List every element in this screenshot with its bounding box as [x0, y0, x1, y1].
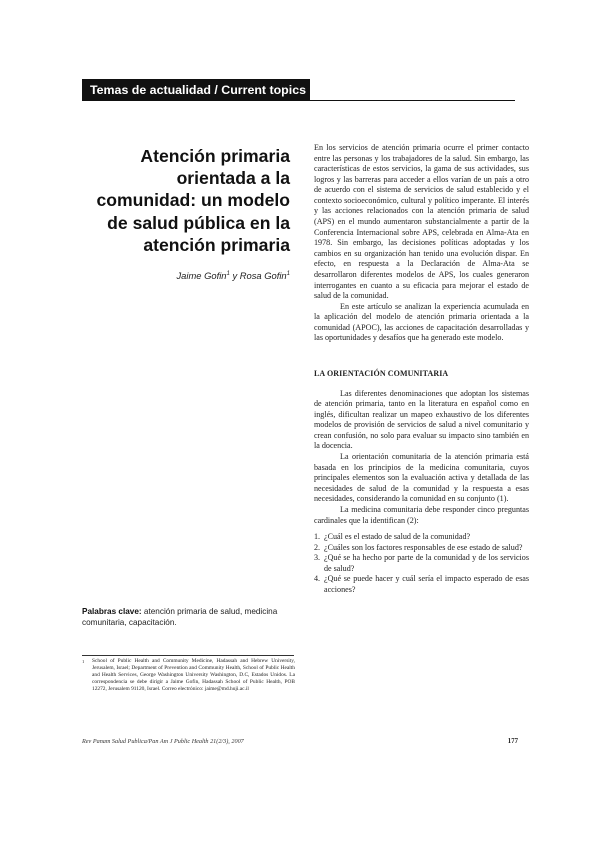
section-heading: LA ORIENTACIÓN COMUNITARIA: [314, 368, 449, 378]
body-column: [314, 143, 529, 596]
keywords-label: Palabras clave:: [82, 607, 142, 616]
footnote-text: School of Public Health and Community Medicine, Hadassah and Hebrew University, Jerusalem, Israel; Department of Prevention and Community Health, School of Public Health and Health Services, George Washington University Washington, D.C, Estados Unidos. La correspondencia se debe dirigir a Jaime Gofin, Hadassah School of Public Health, POB 12272, Jerusalem 91120, Israel. Correo electrónico: jaime@md.huji.ac.il: [92, 658, 295, 693]
list-item: [314, 543, 529, 554]
page-number: 177: [507, 738, 518, 745]
list-item-text: ¿Cuáles son los factores responsables de ese estado de salud?: [324, 542, 523, 552]
body-paragraph: La orientación comunitaria de la atención primaria está basada en los principios de la medicina comunitaria, cuyos principales elementos son la evaluación activa y detallada de las necesidades de salud de la comunidad y la respuesta a esas necesidades, considerando la comunidad en su conjunto (1).: [314, 452, 529, 504]
journal-citation: Rev Panam Salud Publica/Pan Am J Public Health 21(2/3), 2007: [82, 738, 244, 745]
list-item-text: ¿Qué se puede hacer y cuál sería el impacto esperado de esas acciones?: [324, 574, 529, 594]
body-paragraph: La medicina comunitaria debe responder cinco preguntas cardinales que la identifican (2):: [314, 504, 529, 525]
list-item: [314, 574, 529, 595]
authors-line: [82, 270, 290, 281]
list-item: [314, 553, 529, 574]
list-item-text: ¿Qué se ha hecho por parte de la comunidad y de los servicios de salud?: [324, 553, 529, 573]
author-name: Rosa Gofin: [239, 270, 287, 281]
list-item-number: 2.: [314, 542, 321, 552]
list-item: [314, 532, 529, 543]
footnote-rule: [82, 655, 294, 656]
body-paragraph: En los servicios de atención primaria ocurre el primer contacto entre las personas y los trabajadores de la salud. Sin embargo, las características de estos servicios, la gama de sus actividades, sus logros y las barreras para acceder a ellos varían de un país a otro de acuerdo con el sistema de servicios de salud establecido y el contexto socioeconómico, cultural y político imperante. El interés y las acciones relacionados con la atención primaria de salud (APS) en el mundo aumentaron substancialmente a partir de la Conferencia Internacional sobre APS, celebrada en Alma-Ata en 1978. Sin embargo, las decisiones políticas adoptadas y los cambios en su organización han tenido una evolución dispar. En efecto, en respuesta a la Declaración de Alma-Ata se desarrollaron diferentes modelos de APS, los cuales generaron interrogantes en cuanto a su eficacia para mejorar el estado de salud de la comunidad.: [314, 143, 529, 301]
header-rule: [82, 100, 515, 101]
list-item-text: ¿Cuál es el estado de salud de la comunidad?: [324, 532, 471, 542]
body-paragraph: Las diferentes denominaciones que adoptan los sistemas de atención primaria, tanto en la literatura en español como en inglés, dificultan realizar un mapeo exhaustivo de los diferentes modelos de provisión de servicios de salud a nivel comunitario y crean confusión, no solo para evaluar su impacto sino también en la docencia.: [314, 388, 529, 451]
body-paragraph: En este artículo se analizan la experiencia acumulada en la aplicación del modelo de atención primaria orientada a la comunidad (APOC), las acciones de capacitación desarrolladas y las oportunidades y desafíos que ha generado este modelo.: [314, 301, 529, 343]
author-name: Jaime Gofin: [176, 270, 227, 281]
section-banner: Temas de actualidad / Current topics: [82, 79, 310, 101]
keywords: [82, 606, 295, 628]
article-title: Atención primaria orientada a la comunidad: un modelo de salud pública en la atención primaria: [96, 146, 290, 255]
keywords-text: atención primaria de salud, medicina comunitaria, capacitación.: [82, 607, 278, 627]
list-item-number: 3.: [314, 553, 321, 563]
affiliation-footnote: [82, 658, 295, 693]
author-affiliation-mark: 1: [226, 270, 230, 277]
list-item-number: 4.: [314, 574, 321, 584]
author-separator: y: [229, 270, 240, 281]
questions-list: [314, 532, 529, 595]
list-item-number: 1.: [314, 532, 321, 542]
footnote-mark: 1: [82, 659, 85, 664]
author-affiliation-mark: 1: [286, 270, 290, 277]
